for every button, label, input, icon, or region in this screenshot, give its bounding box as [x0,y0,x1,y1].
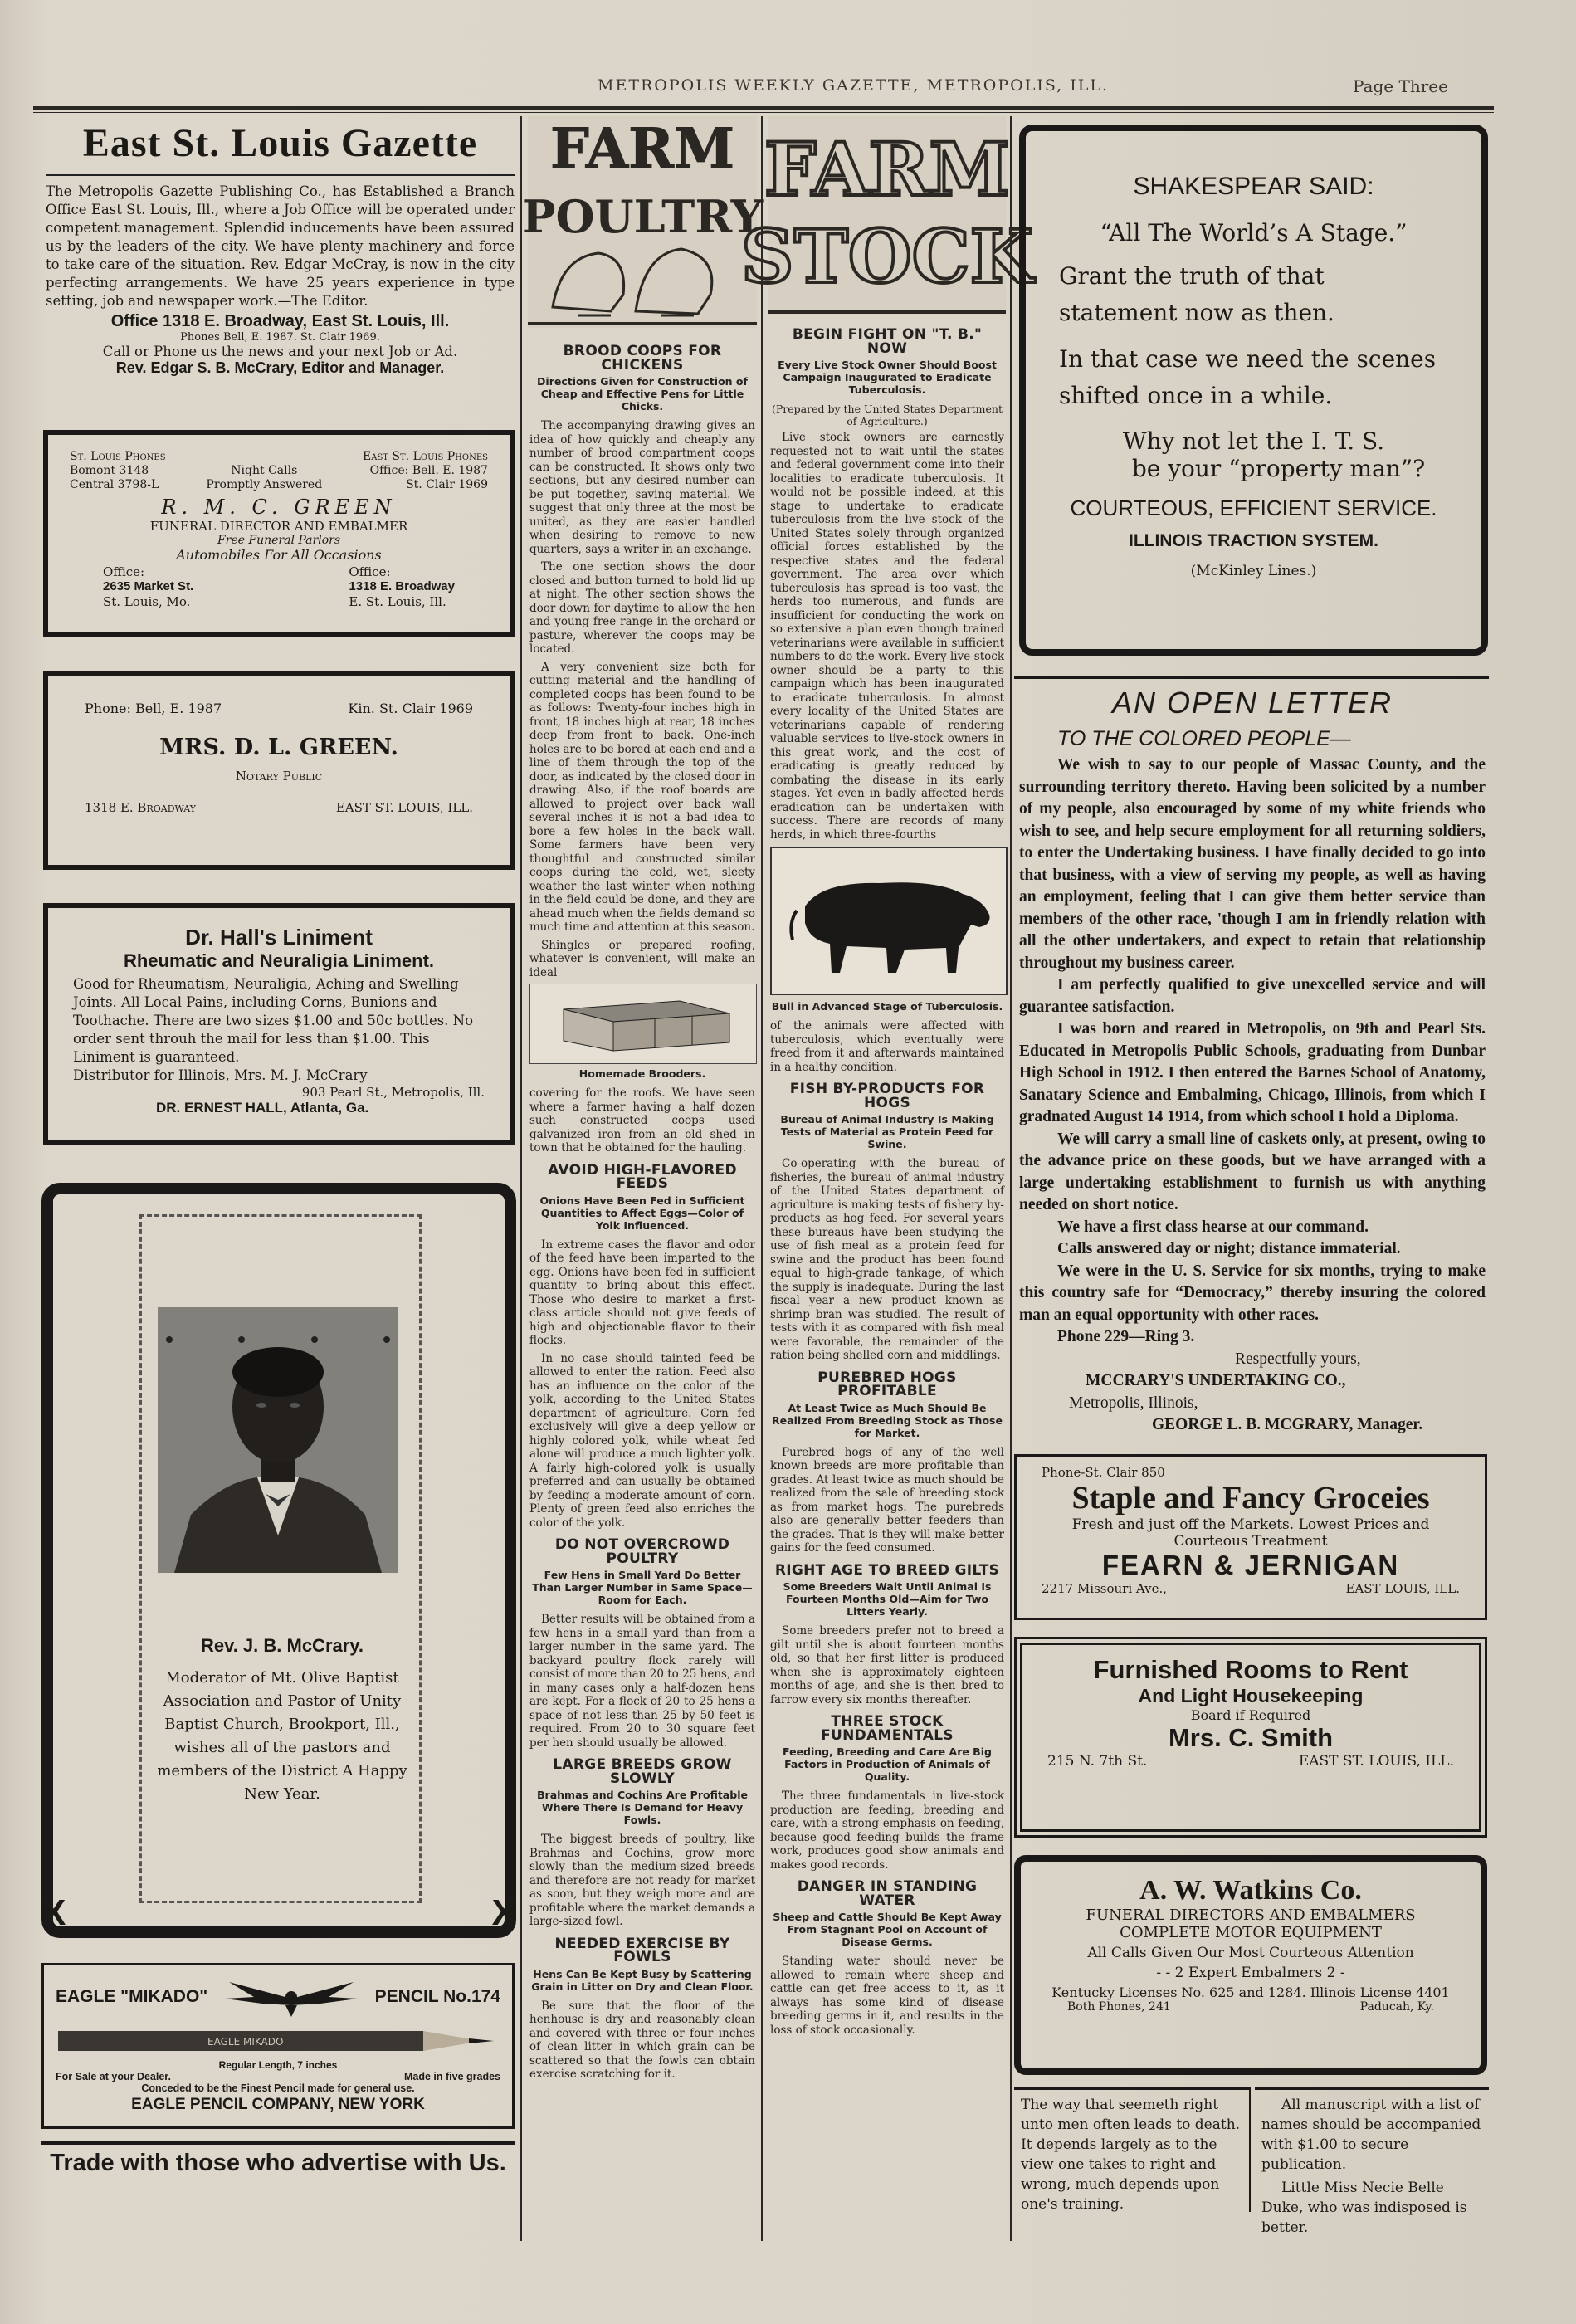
a5-head: NEEDED EXERCISE BY FOWLS [554,1935,730,1965]
green-phones [70,450,488,492]
prompt: Promptly Answered [206,478,323,491]
b1-p1: Live stock owners are earnestly requested not to wait until the states and federal government come into their localities to eradicate tuberculosis. It would not be possible indeed, at this stage to undertake to eradicate tuberculosis from the live stock of the United States solely through organized official forces established by the respective states and the federal government. The area over which tuberculosis has spread is too vast, the herds too numerous, and funds are insufficient for conducting the work on so extensive a plan even though trained veterinarians were available in sufficient numbers to do the work. Every live-stock owner should be a party to this campaign which has been inaugurated to eradicate tuberculosis. In almost every locality of the United States are veterinarians capable of rendering valuable services to live-stock owners in this great work, and the cost of eradicating is greatly reduced by combating the disease in its early stages. Yet even in badly affected herds eradication can be undertaken with success. There are records of many herds, in which three-fourths [770,431,1004,842]
rooms-city: EAST ST. LOUIS, ILL. [1298,1753,1454,1770]
a4-p1: The biggest breeds of poultry, like Brahmas and Cochins, grow more slowly than the medium-sized breeds and therefore are not ready for market as soon, but they weigh more and are profitable where the market demands a large-sized fowl. [529,1833,755,1928]
notary-city: EAST ST. LOUIS, ILL. [335,800,473,815]
office-left-label: Office: [103,564,145,579]
gazette-office: Office 1318 E. Broadway, East St. Louis, Ill. [110,312,450,330]
rooms-board: Board if Required [1190,1707,1311,1723]
b5-head: THREE STOCK FUNDAMENTALS [821,1713,954,1744]
page-number: Page Three [1353,76,1448,96]
liniment-ad [43,903,515,1145]
column-rule [520,116,522,2241]
rooms-title: Furnished Rooms to Rent [1093,1655,1408,1684]
pencil-brand: EAGLE MIKADO [207,2036,284,2048]
poultry-banner-art [521,116,764,328]
notary-kin: Kin. St. Clair 1969 [348,701,473,716]
a1-head: BROOD COOPS FOR CHICKENS [563,343,722,374]
office-left-city: St. Louis, Mo. [103,594,191,609]
watkins-l5: Kentucky Licenses No. 625 and 1284. Illinois License 4401 [1051,1985,1450,2000]
b2-p1: Co-operating with the bureau of fisheries, the bureau of animal industry of the United States department of agriculture is making tests of fishery by-products as hog feed. For several years these bureaus have been studying the use of fish meal as a protein feed for swine and the product has been found equal to high-grade tankage, of which the supply is inadequate. During the last fiscal year a new product known as shrimp bran was studied. The result of tests with it as compared with fish meal were favorable, the remainder of the ration being shelled corn and middlings. [770,1157,1004,1362]
esl-phones-label: East St. Louis Phones [363,450,488,463]
letter-p6: Calls answered day or night; distance immaterial. [1057,1240,1401,1257]
portrait-text [149,1635,415,1806]
letter-body [1019,754,1486,1349]
watkins-l6: Both Phones, 241 [1067,2000,1171,2014]
traction-l2: “All The World’s A Stage.” [1100,219,1408,247]
letter-p1: We wish to say to our people of Massac County, and the surrounding territory thereto. Having been solicited by a number of my people, also encouraged by some of my white friends who wish to see, and help secure employment for all returning soldiers, to enter the Undertaking business. I have finally decided to go into that business, with a view of serving my people, as well as having an employment, feeling that I can give them better service than members of the other race, 'though I am in friendly relation with all the other undertakers, and expect to retain that relationship throughout my business career. [1019,756,1486,972]
b3-sub: At Least Twice as Much Should Be Realized From Breeding Stock as Those for Market. [772,1401,1003,1439]
a3-head: DO NOT OVERCROWD POULTRY [554,1536,730,1567]
letter-p7: We were in the U. S. Service for six months, trying to make this country safe for “Democracy,” thereby insuring the colored man an equal opportunity with other races. [1019,1262,1486,1324]
watkins-l4: - - 2 Expert Embalmers 2 - [1156,1965,1345,1981]
green-autos: Automobiles For All Occasions [176,547,382,563]
letter-p8: Phone 229—Ring 3. [1057,1328,1195,1345]
top-rule [33,106,1494,110]
trade-slogan [41,2141,515,2177]
a1-p4: Shingles or prepared roofing, whatever is convenient, will make an ideal [529,938,755,979]
letter-s3: GEORGE L. B. MCGRARY, Manager. [1152,1416,1423,1433]
portrait-caption: Moderator of Mt. Olive Baptist Association and Pastor of Unity Baptist Church, Brookport, Ill., wishes all of the pastors and members of the District A Happy New Year. [157,1669,407,1803]
b1-sub: Every Live Stock Owner Should Boost Campaign Inaugurated to Eradicate Tuberculosis. [778,359,997,396]
traction-l6: be your “property man”? [1131,455,1426,482]
liniment-addr: 903 Pearl St., Metropolis, Ill. [301,1085,485,1100]
a1-p1: The accompanying drawing gives an idea of how quickly and cheaply any number of brood compartment coops can be constructed. It shows only two sections, but any desired number can be put together, saving material. We suggest that only three at the most be united, as they are easier handled when desiring to remove to new quarters, says a writer in an exchange. [529,419,755,556]
stock-banner [740,116,1034,315]
office-right-label: Office: [349,564,391,579]
gazette-editor: Rev. Edgar S. B. McCrary, Editor and Manager. [115,359,445,376]
traction-l4: In that case we need the scenes shifted once in a while. [1059,345,1437,409]
pencil-ad [41,1963,515,2129]
portrait-name: Rev. J. B. McCrary. [200,1635,364,1656]
b6-p1: Standing water should never be allowed to remain where sheep and cattle can get free access to it, as it always has some kind of disease breeding germs in it, and results in the loss of stock occasionally. [770,1955,1004,2037]
b1-prep: (Prepared by the United States Department of Agriculture.) [772,403,1003,427]
column-rule [1010,116,1012,2241]
grocery-city: EAST LOUIS, ILL. [1345,1581,1460,1596]
a5-sub: Hens Can Be Kept Busy by Scattering Grain in Litter on Dry and Clean Floor. [531,1967,754,1993]
notary-role: Notary Public [235,769,323,784]
a4-sub: Brahmas and Cochins Are Profitable Where There Is Demand for Heavy Fowls. [537,1789,748,1826]
farm-word: FARM [764,126,1011,212]
traction-l3: Grant the truth of that statement now as then. [1059,262,1334,326]
notary-addr: 1318 E. Broadway [85,800,197,815]
b3-p1: Purebred hogs of any of the well known breeds are more profitable than grades. At least twice as much should be realized from the sale of breeding stock as from market hogs. The purebreds also are generally better feeders than the grades. That is they will make better gains for the feed consumed. [770,1445,1004,1555]
open-letter [1014,676,1489,1440]
green-offices [70,564,488,609]
grocery-line1: Fresh and just off the Markets. Lowest Prices and [1071,1516,1430,1533]
notary-phone: Phone: Bell, E. 1987 [85,701,222,716]
rooms-sub: And Light Housekeeping [1138,1685,1364,1706]
liniment-title: Dr. Hall's Liniment [185,925,373,950]
grocery-name: FEARN & JERNIGAN [1101,1550,1400,1580]
stock-word: STOCK [740,213,1034,300]
fig1-caption: Homemade Brooders. [578,1067,706,1080]
grocery-addr: 2217 Missouri Ave., [1042,1581,1168,1596]
stl-bomont: Bomont 3148 [70,464,149,477]
b2-head: FISH BY-PRODUCTS FOR HOGS [789,1081,985,1111]
pencil-company: EAGLE PENCIL COMPANY, NEW YORK [131,2096,425,2113]
b4-p1: Some breeders prefer not to breed a gilt until she is about fourteen months old, so that her first litter is produced when she is approximately eighteen months of age, and she is then bred to farrow every six months thereafter. [770,1624,1004,1706]
pencil-header [56,1974,500,2019]
top-rule-thin [33,112,1494,113]
poultry-word: POULTRY [521,190,764,243]
notary-ad [43,671,515,870]
rooms-address [1047,1753,1454,1770]
letter-s1: MCCRARY'S UNDERTAKING CO., [1086,1372,1346,1389]
traction-l9: (McKinley Lines.) [1190,563,1317,579]
a2-head: AVOID HIGH-FLAVORED FEEDS [548,1161,737,1192]
liniment-subtitle: Rheumatic and Neuraligia Liniment. [123,950,435,971]
letter-p2: I am perfectly qualified to give unexcelled service and will guarantee satisfaction. [1019,976,1486,1016]
bottom-right-2: Little Miss Necie Belle Duke, who was indisposed is better. [1261,2180,1467,2236]
b6-head: DANGER IN STANDING WATER [797,1878,978,1909]
watkins-l3: All Calls Given Our Most Courteous Attention [1087,1945,1414,1961]
notary-address [85,800,473,815]
office-left-addr: 2635 Market St. [103,579,194,593]
watkins-l7: Paducah, Ky. [1359,2000,1434,2014]
grocery-address [1042,1581,1460,1596]
bottom-left-note: The way that seemeth right unto men often leads to death. It depends largely as to the view one takes to right and wrong, much depends upon one's training. [1014,2087,1251,2212]
night-calls: Night Calls [231,464,298,477]
a3-p1: Better results will be obtained from a few hens in a small yard than from a larger number in the same yard. The backyard poultry flock rarely will consist of more than 20 to 25 hens, and in many cases only a half-dozen hens are kept. For a flock of 20 to 25 hens a space of not less than 25 by 50 feet is required. From 20 to 30 square feet per hen should usually be allowed. [529,1613,755,1750]
watkins-name: A. W. Watkins Co. [1139,1875,1362,1906]
a5-p1: Be sure that the floor of the henhouse is dry and reasonably clean and covered with three or four inches of clean litter in which grain can be scattered so that the fowls can obtain exercise scratching for it. [529,1999,755,2081]
stock-column [770,320,1004,2041]
pencil-left: EAGLE "MIKADO" [56,1986,208,2006]
watkins-ad [1014,1855,1487,2075]
letter-close: Respectfully yours, [1235,1350,1361,1368]
a1-p3: A very convenient size both for cutting material and the handling of completed coops has been found to be as follows: Twenty-four inches high in front, 18 inches high at rear, 18 inches deep from front to back. One-inch holes are to be bored at each end and a line of them through the top of the door, as indicated by the closed door in drawing. Also, if the roof boards are allowed to project over back wall several inches it is not a bad idea to bore a few holes in the back wall. Some farmers have been very thoughtful and constructed similar coops during the cold, wet, sleety weather the last winter when nothing in the field could be done, and they are ahead much when the fields demand so much time and attention at this season. [529,660,755,934]
liniment-body: Good for Rheumatism, Neuraligia, Aching and Swelling Joints. All Local Pains, including Corns, Bunions and Toothache. There are two sizes $1.00 and 50c bottles. No order sent throuh the mail for less than $1.00. This Liniment is guaranteed. [73,976,474,1065]
letter-p4: We will carry a small line of caskets only, at present, owing to the advance price on these goods, but we have arranged with a large undertaking establishment to furnish us with anything needed on short notice. [1019,1130,1486,1213]
rooms-ad [1014,1637,1487,1838]
traction-l1: SHAKESPEAR SAID: [1133,173,1374,200]
b2-sub: Bureau of Animal Industry Is Making Tests of Material as Protein Feed for Swine. [780,1113,994,1150]
grocery-title: Staple and Fancy Groceies [1071,1481,1430,1516]
a1-sub: Directions Given for Construction of Cheap and Effective Pens for Little Chicks. [537,375,748,413]
pencil-sale: For Sale at your Dealer. [56,2071,171,2082]
bottom-right-1: All manuscript with a list of names should be accompanied with $1.00 to secure publication. [1261,2097,1481,2173]
pencil-icon [58,2023,498,2059]
stl-central: Central 3798-L [70,478,159,491]
eagle-icon [221,1974,362,2019]
green-title: FUNERAL DIRECTOR AND EMBALMER [149,519,408,534]
column-rule [761,116,763,2241]
poultry-column [529,336,755,2086]
poultry-banner [521,116,764,328]
gazette-phones: Phones Bell, E. 1987. St. Clair 1969. [180,331,380,344]
portrait-frame [41,1183,516,1938]
traction-ad [1019,124,1488,656]
pencil-grades: Made in five grades [403,2071,500,2082]
notary-phones [85,701,473,716]
divider [46,174,515,176]
trade-text: Trade with those who advertise with Us. [50,2150,506,2176]
rooms-addr: 215 N. 7th St. [1047,1753,1148,1770]
a2-p1: In extreme cases the flavor and odor of the feed have been imparted to the egg. Onions have been fed in sufficient quantity to bring about this effect. Those who desire to market a first-class article should not give feeds of high and objectionable flavor to their flocks. [529,1238,755,1347]
grocery-ad [1014,1454,1487,1620]
a3-sub: Few Hens in Small Yard Do Better Than Larger Number in Same Space—Room for Each. [532,1569,753,1606]
gazette-call: Call or Phone us the news and your next Job or Ad. [102,344,458,359]
fig2-caption: Bull in Advanced Stage of Tuberculosis. [771,1000,1003,1013]
masthead: METROPOLIS WEEKLY GAZETTE, METROPOLIS, ILL. [598,76,1110,95]
a2-sub: Onions Have Been Fed in Sufficient Quantities to Affect Eggs—Color of Yolk Influenced. [539,1194,745,1232]
corner-x-left: X [41,1892,66,1933]
b4-sub: Some Breeders Wait Until Animal Is Fourteen Months Old—Aim for Two Litters Yearly. [783,1580,992,1618]
grocery-line2: Courteous Treatment [1173,1533,1328,1550]
gazette-body: The Metropolis Gazette Publishing Co., has Established a Branch Office East St. Louis, Ill., where a Job Office will be operated under competent management. Splendid inducements have been assured us by the leaders of the city. We have plenty machinery and force to take care of the situation. Rev. Edgar McCray, is now in the city perfecting arrangements. We have 25 years experience in type setting, job and newspaper work.—The Editor. [46,183,515,309]
traction-l5: Why not let the I. T. S. [1122,427,1385,455]
rooms-name: Mrs. C. Smith [1168,1723,1334,1752]
watkins-l2: COMPLETE MOTOR EQUIPMENT [1120,1924,1382,1941]
green-free: Free Funeral Parlors [217,534,341,547]
bull-illustration [770,847,1008,995]
b4-head: RIGHT AGE TO BREED GILTS [774,1561,1000,1579]
traction-l7: COURTEOUS, EFFICIENT SERVICE. [1070,496,1437,520]
liniment-distributor: Distributor for Illinois, Mrs. M. J. McCrary [73,1067,368,1083]
green-name: R. M. C. GREEN [161,496,397,519]
b3-head: PUREBRED HOGS PROFITABLE [817,1369,957,1399]
pencil-sale-row [56,2071,500,2082]
corner-x-right: X [491,1892,516,1933]
stl-phones-label: St. Louis Phones [70,450,166,463]
b5-sub: Feeding, Breeding and Care Are Big Factors in Production of Animals of Quality. [783,1745,992,1783]
portrait-photo [158,1307,398,1573]
watkins-footer [1042,2000,1459,2014]
liniment-sign: DR. ERNEST HALL, Atlanta, Ga. [156,1100,369,1116]
letter-s2: Metropolis, Illinois, [1069,1394,1198,1412]
letter-p3: I was born and reared in Metropolis, on 9th and Pearl Sts. Educated in Metropolis Public Schools, graduating from Dunbar High School in 1912. I then entered the Barnes School of Anatomy, Sanatary Science and Embalming, Chicago, Illinois, from which I gradnated August 14 1914, from which school I hold a Diploma. [1019,1020,1486,1125]
grocery-phone: Phone-St. Clair 850 [1042,1465,1165,1480]
brooder-illustration [529,984,757,1064]
office-right-addr: 1318 E. Broadway [349,579,455,593]
letter-p5: We have a first class hearse at our command. [1057,1218,1369,1236]
b5-p1: The three fundamentals in live-stock production are feeding, breeding and care, with a strong emphasis on feeding, because good feeding builds the frame work, produces good show animals and makes good records. [770,1789,1004,1872]
gazette-notice [46,120,515,407]
watkins-l1: FUNERAL DIRECTORS AND EMBALMERS [1086,1907,1416,1924]
pencil-conceded: Conceded to be the Finest Pencil made for general use. [141,2082,415,2094]
pencil-regular: Regular Length, 7 inches [218,2059,338,2071]
pencil-right: PENCIL No.174 [374,1986,500,2006]
gazette-title: East St. Louis Gazette [82,121,478,165]
notary-name: MRS. D. L. GREEN. [159,735,398,760]
a1-p2: The one section shows the door closed and button turned to hold lid up at night. The other section shows the door down for daytime to allow the hen and young free range in the orchard or pasture, wherever the coops may be located. [529,560,755,656]
a4-head: LARGE BREEDS GROW SLOWLY [553,1756,732,1787]
traction-l8: ILLINOIS TRACTION SYSTEM. [1128,531,1378,550]
esl-bell: Office: Bell. E. 1987 [369,464,488,477]
green-funeral-ad [43,430,515,637]
letter-to: TO THE COLORED PEOPLE— [1057,727,1351,750]
esl-stclair: St. Clair 1969 [406,478,488,491]
letter-title: AN OPEN LETTER [1111,686,1393,720]
bottom-right-notes [1255,2087,1489,2236]
office-right-city: E. St. Louis, Ill. [349,594,446,609]
a1-p5: covering for the roofs. We have seen where a farmer having a half dozen such constructed coops used galvanized iron from an old shed in town that he obtained for the hauling. [529,1086,755,1155]
a2-p2: In no case should tainted feed be allowed to enter the ration. Feed also has an influence on the color of the yolk, according to the United States department of agriculture. Corn fed exclusively will give a deep yellow or highly colored yolk, while wheat fed alone will produce a much lighter yolk. A fairly high-colored yolk is usually preferred and can usually be obtained by feeding a moderate amount of corn. Plenty of green feed also enriches the color of the yolk. [529,1351,755,1530]
stock-banner-art [740,116,1034,315]
b1-p2: of the animals were affected with tuberculosis, which eventually were freed from it and afterwards maintained in a healthy condition. [770,1019,1004,1074]
b1-head: BEGIN FIGHT ON "T. B." NOW [792,326,983,357]
farm-word: FARM [549,116,735,181]
b6-sub: Sheep and Cattle Should Be Kept Away From Stagnant Pool on Account of Disease Germs. [773,1911,1002,1948]
